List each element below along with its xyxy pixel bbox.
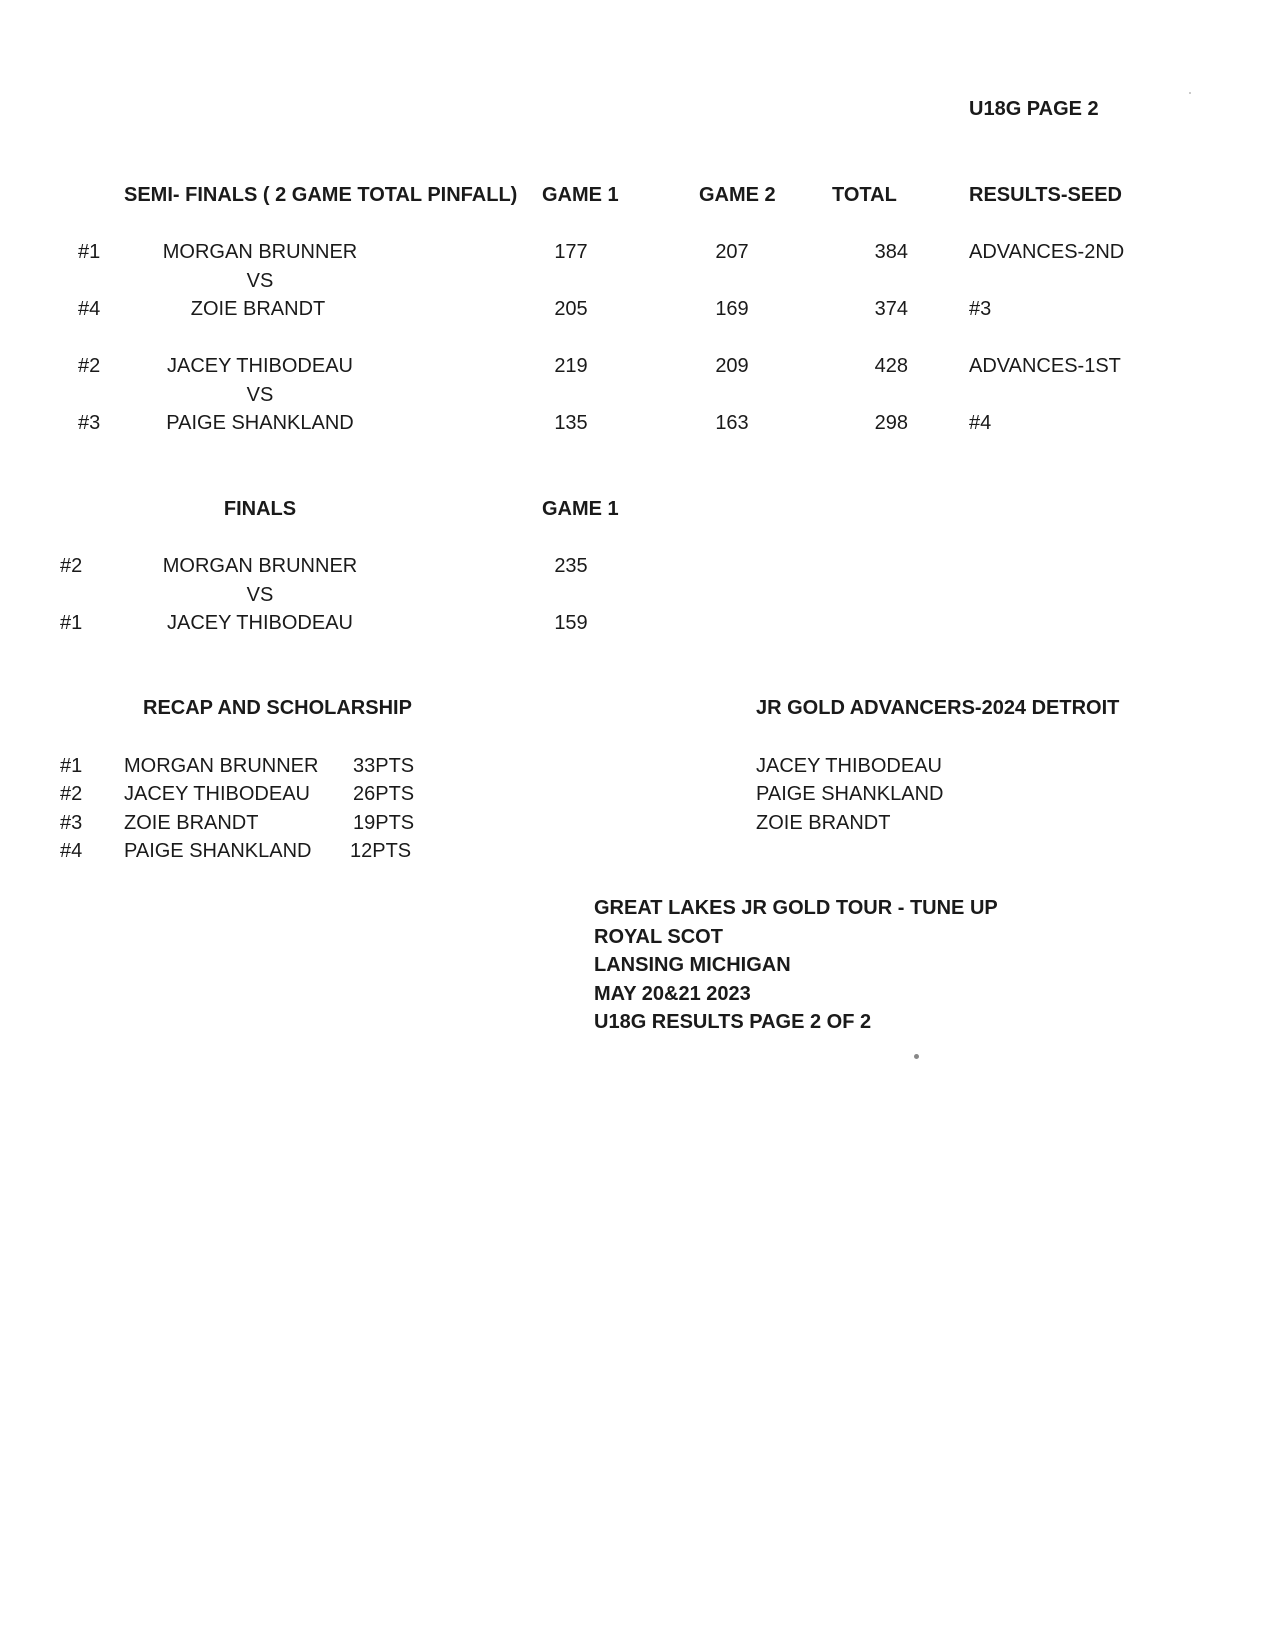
game1-score: 205 — [554, 298, 588, 320]
seed: #3 — [60, 812, 83, 834]
seed: #2 — [78, 355, 101, 377]
semifinals-header-game2: GAME 2 — [699, 184, 776, 206]
seed: #2 — [60, 555, 83, 577]
total-score: 374 — [874, 298, 908, 320]
advancer-name: ZOIE BRANDT — [756, 812, 891, 834]
total-score: 384 — [874, 241, 908, 263]
game2-score: 163 — [715, 412, 749, 434]
game2-score: 169 — [715, 298, 749, 320]
points: 12PTS — [350, 840, 412, 862]
seed: #4 — [78, 298, 101, 320]
game1-score: 219 — [554, 355, 588, 377]
scan-speck — [1189, 92, 1191, 94]
seed: #3 — [78, 412, 101, 434]
advancer-name: PAIGE SHANKLAND — [756, 783, 944, 805]
game1-score: 235 — [554, 555, 588, 577]
event-line: GREAT LAKES JR GOLD TOUR - TUNE UP — [594, 897, 998, 919]
seed: #2 — [60, 783, 83, 805]
player-name: MORGAN BRUNNER — [124, 755, 319, 777]
seed: #4 — [60, 840, 83, 862]
event-line: ROYAL SCOT — [594, 926, 723, 948]
game1-score: 135 — [554, 412, 588, 434]
finals-title: FINALS — [223, 498, 297, 520]
total-score: 428 — [874, 355, 908, 377]
game2-score: 209 — [715, 355, 749, 377]
player-name: JACEY THIBODEAU — [167, 355, 353, 377]
seed: #1 — [78, 241, 101, 263]
scan-speck — [914, 1054, 919, 1059]
semifinals-header-result: RESULTS-SEED — [969, 184, 1122, 206]
result-seed: ADVANCES-1ST — [969, 355, 1121, 377]
total-score: 298 — [874, 412, 908, 434]
player-name: MORGAN BRUNNER — [162, 555, 358, 577]
points: 33PTS — [353, 755, 415, 777]
seed: #1 — [60, 612, 83, 634]
finals-header-game1: GAME 1 — [542, 498, 619, 520]
points: 26PTS — [353, 783, 415, 805]
game1-score: 159 — [554, 612, 588, 634]
game1-score: 177 — [554, 241, 588, 263]
game2-score: 207 — [715, 241, 749, 263]
semifinals-title: SEMI- FINALS ( 2 GAME TOTAL PINFALL) — [124, 184, 518, 206]
player-name: ZOIE BRANDT — [190, 298, 326, 320]
points: 19PTS — [353, 812, 415, 834]
page-label: U18G PAGE 2 — [969, 98, 1099, 120]
semifinals-header-game1: GAME 1 — [542, 184, 619, 206]
player-name: ZOIE BRANDT — [124, 812, 259, 834]
seed: #1 — [60, 755, 83, 777]
event-line: MAY 20&21 2023 — [594, 983, 751, 1005]
vs-label: VS — [246, 584, 274, 606]
semifinals-header-total: TOTAL — [832, 184, 897, 206]
player-name: JACEY THIBODEAU — [167, 612, 353, 634]
recap-title: RECAP AND SCHOLARSHIP — [143, 697, 412, 719]
player-name: PAIGE SHANKLAND — [124, 840, 312, 862]
result-seed: ADVANCES-2ND — [969, 241, 1125, 263]
event-line: LANSING MICHIGAN — [594, 954, 791, 976]
advancers-title: JR GOLD ADVANCERS-2024 DETROIT — [756, 697, 1120, 719]
event-line: U18G RESULTS PAGE 2 OF 2 — [594, 1011, 872, 1033]
player-name: PAIGE SHANKLAND — [166, 412, 354, 434]
advancer-name: JACEY THIBODEAU — [756, 755, 942, 777]
vs-label: VS — [246, 384, 274, 406]
result-seed: #4 — [969, 412, 992, 434]
result-seed: #3 — [969, 298, 992, 320]
player-name: JACEY THIBODEAU — [124, 783, 310, 805]
vs-label: VS — [246, 270, 274, 292]
player-name: MORGAN BRUNNER — [162, 241, 358, 263]
